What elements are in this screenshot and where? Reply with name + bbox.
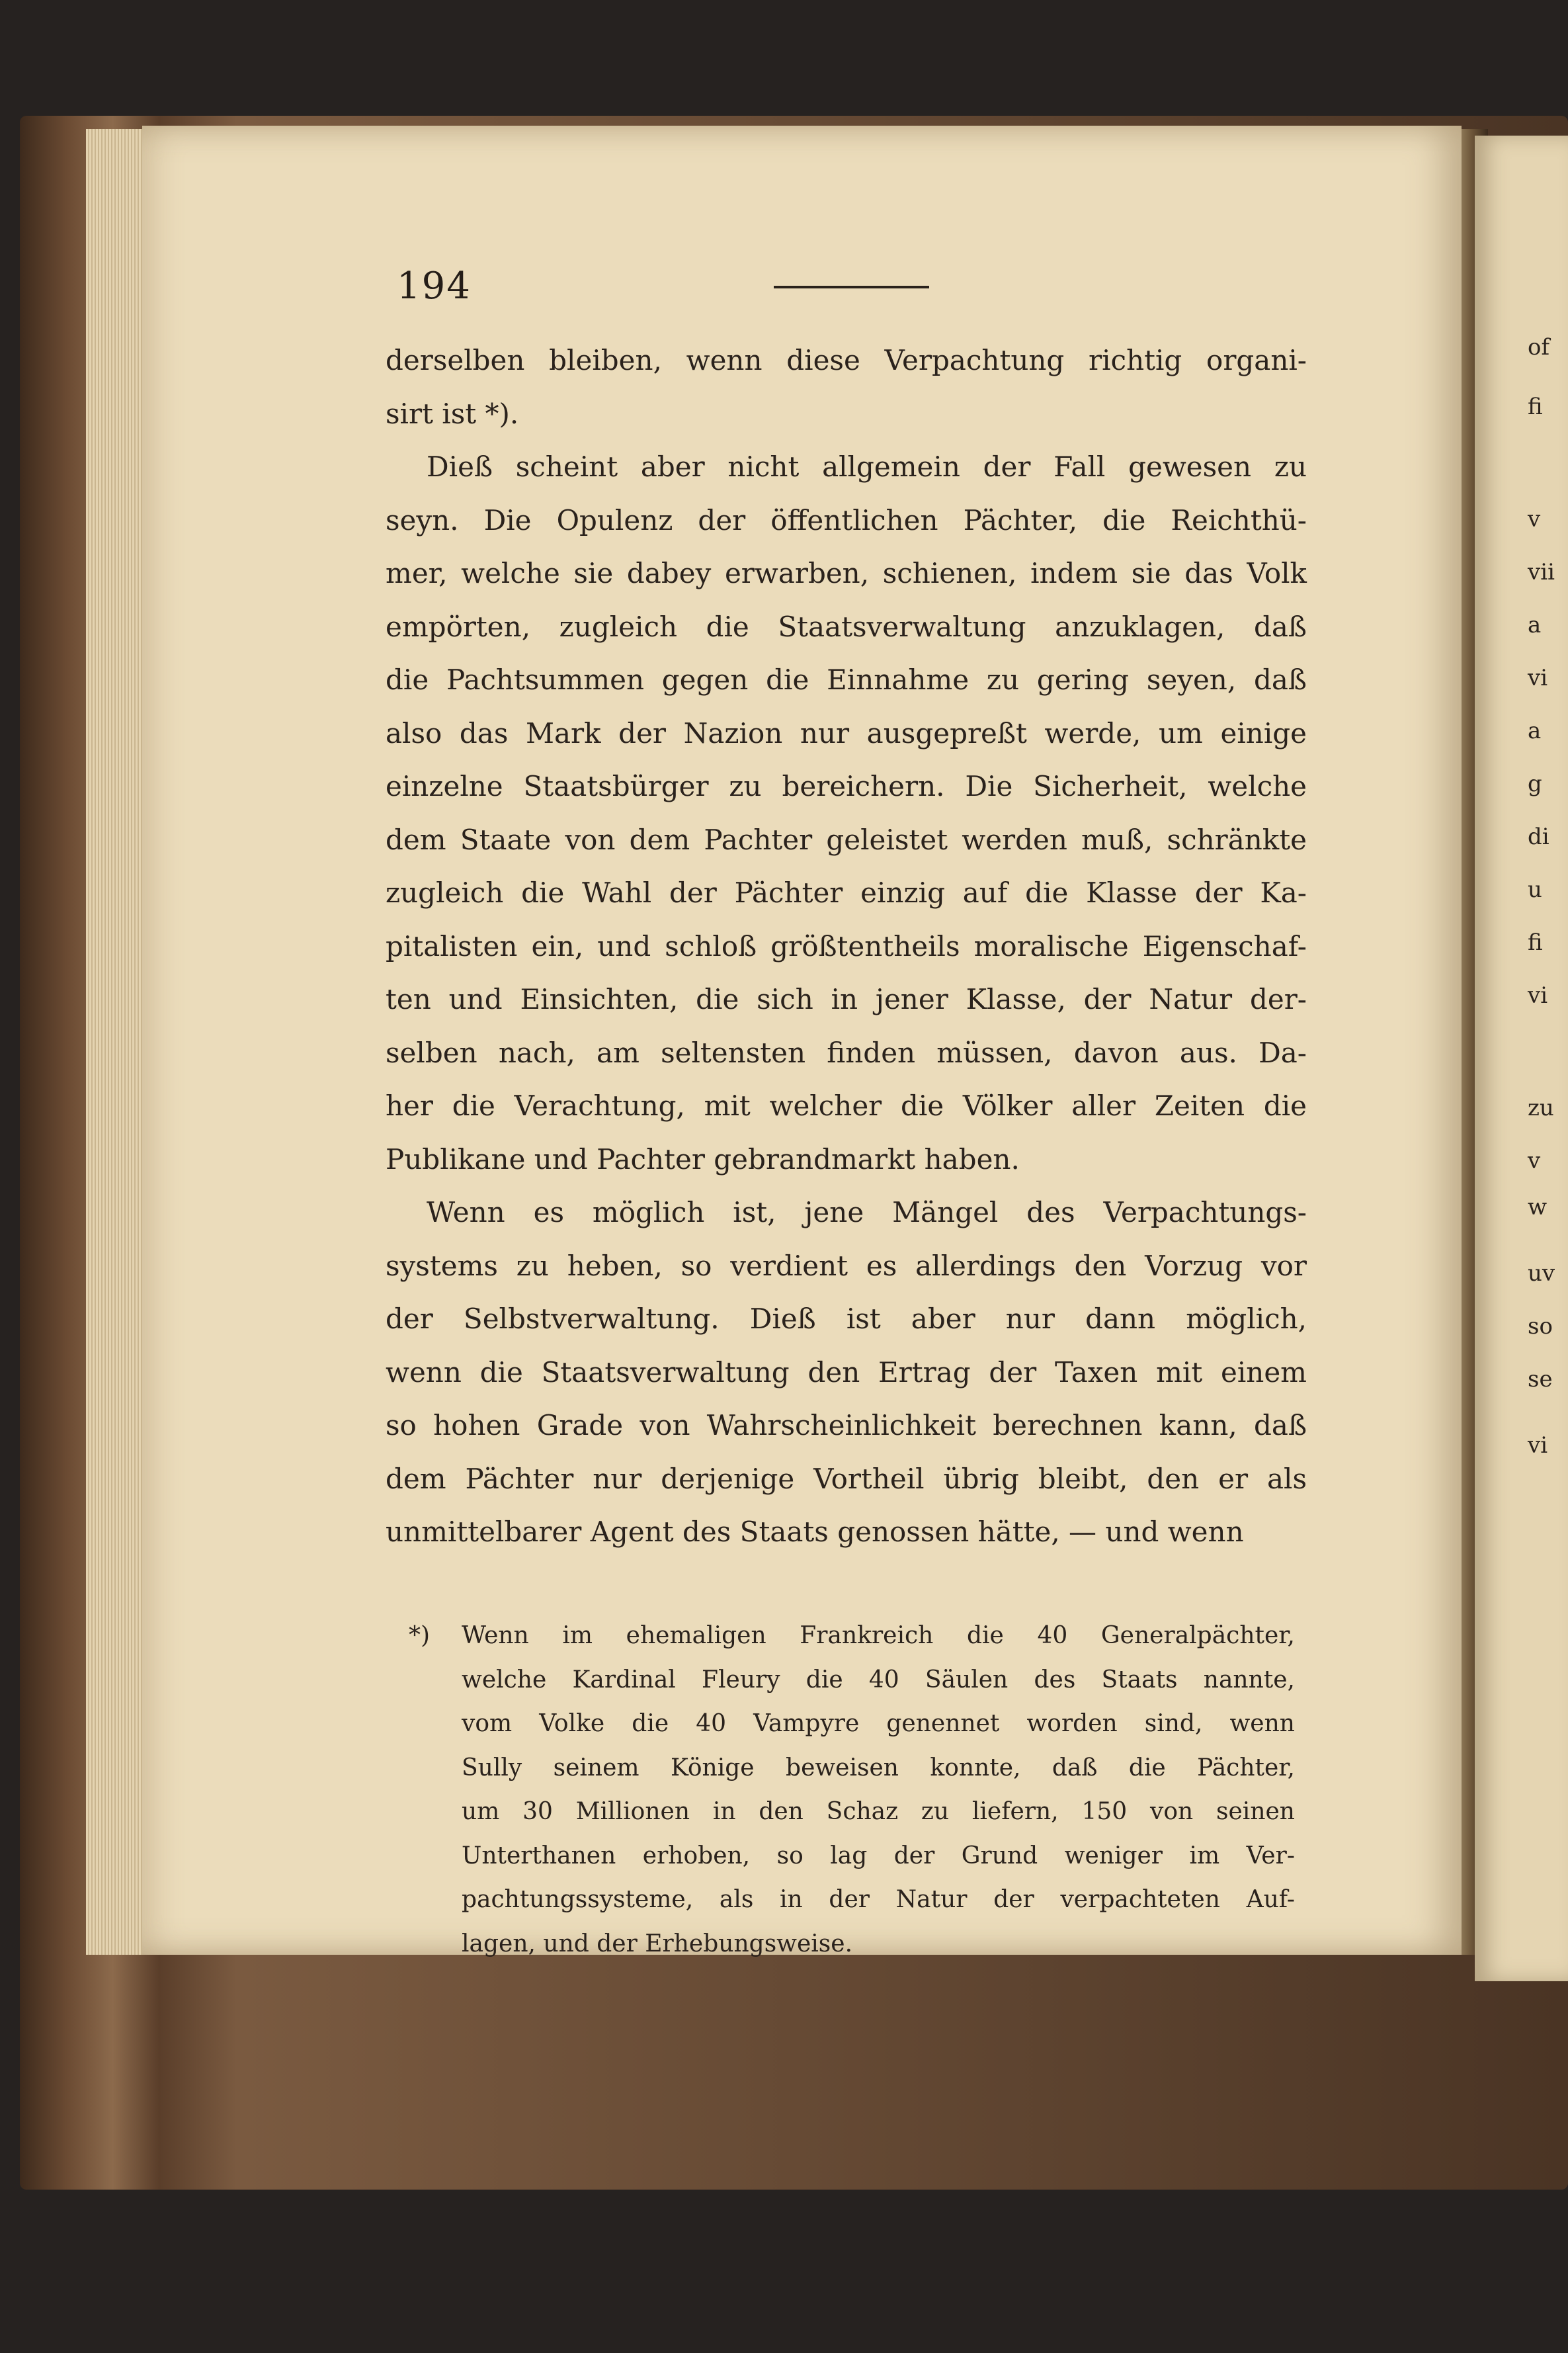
text-line: unmittelbarer Agent des Staats genossen hätte, — und wenn xyxy=(386,1516,1244,1548)
footnote-line: um 30 Millionen in den Schaz zu liefern, 150 von seinen xyxy=(462,1798,1295,1825)
text-line: systems zu heben, so verdient es allerdings den Vorzug vor xyxy=(386,1249,1307,1282)
next-page-fragment: v xyxy=(1528,1148,1541,1174)
next-page-fragment: v xyxy=(1528,506,1541,533)
footnote-line: Unterthanen erhoben, so lag der Grund weniger im Ver- xyxy=(462,1842,1295,1869)
page-number: 194 xyxy=(397,265,472,308)
next-page-fragment: vii xyxy=(1528,559,1555,585)
text-line: empörten, zugleich die Staatsverwaltung anzuklagen, daß xyxy=(386,610,1307,643)
footnote-line: Sully seinem Könige beweisen konnte, daß die Pächter, xyxy=(462,1754,1295,1781)
text-line: selben nach, am seltensten finden müssen, davon aus. Da- xyxy=(386,1036,1307,1069)
text-line: die Pachtsummen gegen die Einnahme zu gering seyen, daß xyxy=(386,663,1307,696)
next-page-edge xyxy=(1475,136,1568,1981)
next-page-fragment: se xyxy=(1528,1366,1553,1392)
footnote-marker: *) xyxy=(409,1622,431,1649)
text-line: wenn die Staatsverwaltung den Ertrag der Taxen mit einem xyxy=(386,1355,1307,1389)
next-page-fragment: vi xyxy=(1528,982,1548,1009)
next-page-fragment: uv xyxy=(1528,1260,1555,1287)
text-line: pitalisten ein, und schloß größtentheils moralische Eigenschaf- xyxy=(386,929,1307,963)
next-page-fragment: g xyxy=(1528,771,1542,797)
next-page-fragment: of xyxy=(1528,334,1550,361)
next-page-fragment: a xyxy=(1528,718,1542,744)
footnote-lines xyxy=(462,1614,1295,1966)
next-page-fragment: u xyxy=(1528,877,1542,903)
footnote-line: Wenn im ehemaligen Frankreich die 40 Generalpächter, xyxy=(462,1622,1295,1649)
text-line: her die Verachtung, mit welcher die Völker aller Zeiten die xyxy=(386,1090,1307,1122)
text-line: mer, welche sie dabey erwarben, schienen, indem sie das Volk xyxy=(386,557,1307,589)
header-rule xyxy=(774,286,929,288)
next-page-fragment: a xyxy=(1528,612,1542,638)
text-line: so hohen Grade von Wahrscheinlichkeit berechnen kann, daß xyxy=(386,1409,1307,1441)
next-page-fragment: w xyxy=(1528,1194,1547,1220)
text-line: der Selbstverwaltung. Dieß ist aber nur dann möglich, xyxy=(386,1303,1307,1335)
next-page-fragment: fi xyxy=(1528,394,1543,420)
text-line: sirt ist *). xyxy=(386,397,519,430)
next-page-fragment: di xyxy=(1528,824,1549,850)
next-page-fragment: so xyxy=(1528,1313,1553,1340)
text-line: seyn. Die Opulenz der öffentlichen Pächter, die Reichthü- xyxy=(386,503,1307,536)
text-line: derselben bleiben, wenn diese Verpachtung richtig organi- xyxy=(386,344,1307,376)
text-line: Wenn es möglich ist, jene Mängel des Verpachtungs- xyxy=(427,1196,1307,1228)
footnote-line: pachtungssysteme, als in der Natur der verpachteten Auf- xyxy=(462,1886,1295,1913)
text-line: einzelne Staatsbürger zu bereichern. Die Sicherheit, welche xyxy=(386,770,1307,802)
body-text xyxy=(386,334,1307,1559)
next-page-fragment: vi xyxy=(1528,665,1548,691)
text-line: ten und Einsichten, die sich in jener Klasse, der Natur der- xyxy=(386,983,1307,1015)
next-page-fragment: fi xyxy=(1528,929,1543,956)
next-page-fragment: vi xyxy=(1528,1432,1548,1459)
text-line: dem Staate von dem Pachter geleistet werden muß, schränkte xyxy=(386,823,1307,856)
text-line: also das Mark der Nazion nur ausgepreßt werde, um einige xyxy=(386,716,1307,749)
text-line: dem Pächter nur derjenige Vortheil übrig bleibt, den er als xyxy=(386,1462,1307,1495)
text-line: zugleich die Wahl der Pächter einzig auf die Klasse der Ka- xyxy=(386,877,1307,909)
footnote-line: welche Kardinal Fleury die 40 Säulen des Staats nannte, xyxy=(462,1666,1295,1693)
footnote-line: vom Volke die 40 Vampyre genennet worden sind, wenn xyxy=(462,1710,1295,1737)
text-line: Publikane und Pachter gebrandmarkt haben. xyxy=(386,1142,1020,1176)
footnote-line: lagen, und der Erhebungsweise. xyxy=(462,1930,853,1957)
next-page-fragment: zu xyxy=(1528,1095,1554,1121)
text-line: Dieß scheint aber nicht allgemein der Fall gewesen zu xyxy=(427,450,1307,483)
